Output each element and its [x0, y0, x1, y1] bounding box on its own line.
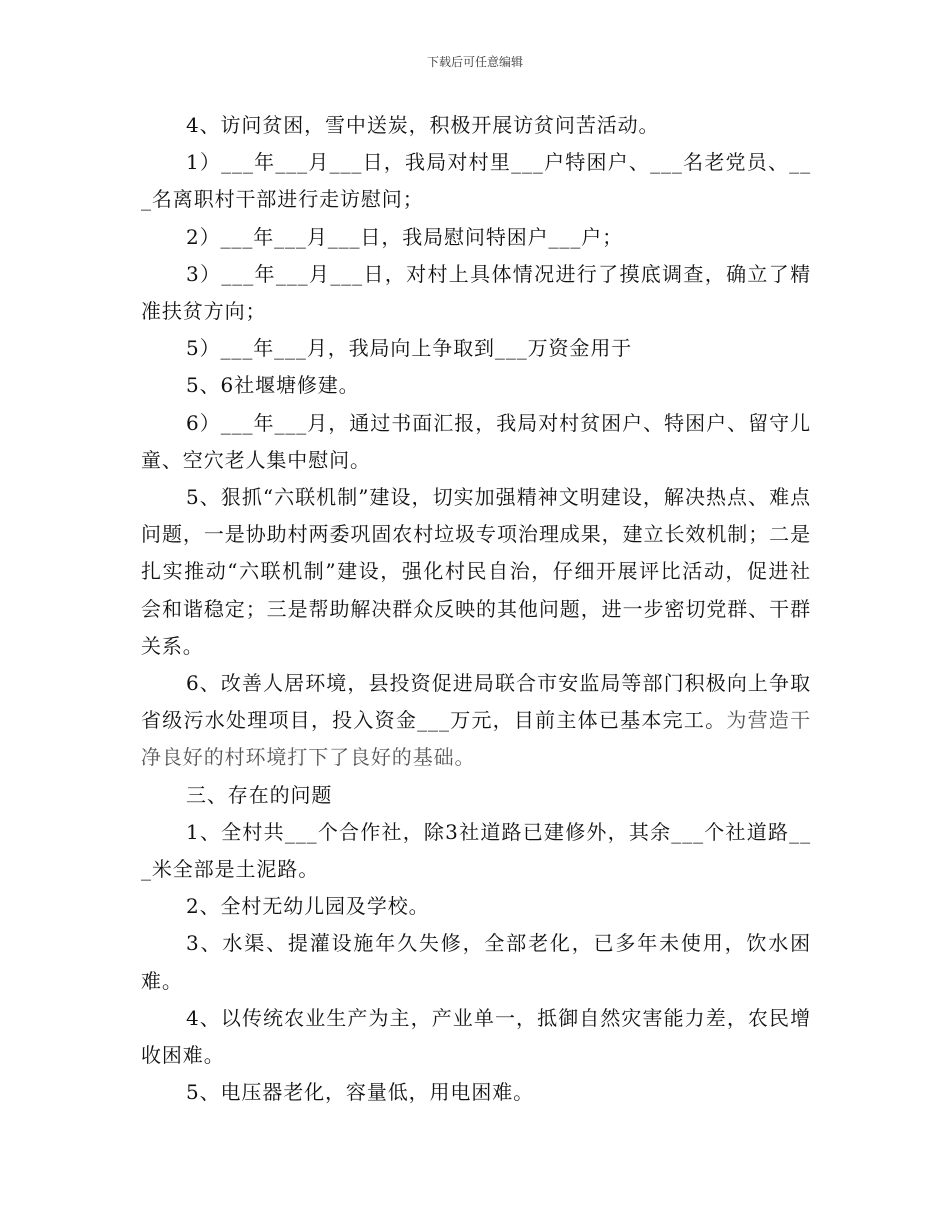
paragraph-living-environment — [141, 665, 811, 777]
paragraph-item-3: 3）___年___月___日，对村上具体情况进行了摸底调查，确立了精准扶贫方向； — [141, 261, 811, 324]
section-heading-problems: 三、存在的问题 — [186, 782, 333, 807]
problem-item-3: 3、水渠、提灌设施年久失修，全部老化，已多年未使用，饮水困难。 — [141, 931, 811, 993]
document-body — [141, 107, 811, 1111]
paragraph-six-link-mechanism: 5、狠抓“六联机制”建设，切实加强精神文明建设，解决热点、难点问题，一是协助村两委巩固农村垃圾专项治理成果，建立长效机制；二是扎实推动“六联机制”建设，强化村民自治，仔细开展评比活动，促进社会和谐稳定；三是帮助解决群众反映的其他问题，进一步密切党群、干群关系。 — [141, 485, 811, 658]
page-header: 下载后可任意编辑 — [426, 55, 523, 69]
paragraph-item-5: 5）___年___月，我局向上争取到___万资金用于 — [186, 336, 633, 361]
problem-item-5: 5、电压器老化，容量低，用电困难。 — [186, 1080, 535, 1105]
paragraph-item-6: 6）___年___月，通过书面汇报，我局对村贫困户、特困户、留守儿童、空穴老人集中慰问。 — [141, 410, 811, 472]
living-environment-tail: 为营造干净良好的村环境打下了良好的基础。 — [141, 708, 811, 770]
living-environment-text: 6、改善人居环境，县投资促进局联合市安监局等部门积极向上争取省级污水处理项目，投入资金___万元，目前主体已基本完工。 — [141, 671, 811, 733]
paragraph-visit-poor: 4、访问贫困，雪中送炭，积极开展访贫问苦活动。 — [186, 113, 660, 137]
problem-item-2: 2、全村无幼儿园及学校。 — [186, 894, 430, 919]
problem-item-1: 1、全村共___个合作社，除3社道路已建修外，其余___个社道路___米全部是土泥路。 — [141, 819, 811, 882]
paragraph-item-1: 1）___年___月___日，我局对村里___户特困户、___名老党员、___名离职村干部进行走访慰问； — [141, 150, 811, 212]
paragraph-item-2: 2）___年___月___日，我局慰问特困户___户； — [186, 224, 624, 249]
paragraph-pond-repair: 5、6社堰塘修建。 — [186, 373, 360, 398]
problem-item-4: 4、以传统农业生产为主，产业单一，抵御自然灾害能力差，农民增收困难。 — [141, 1005, 811, 1068]
